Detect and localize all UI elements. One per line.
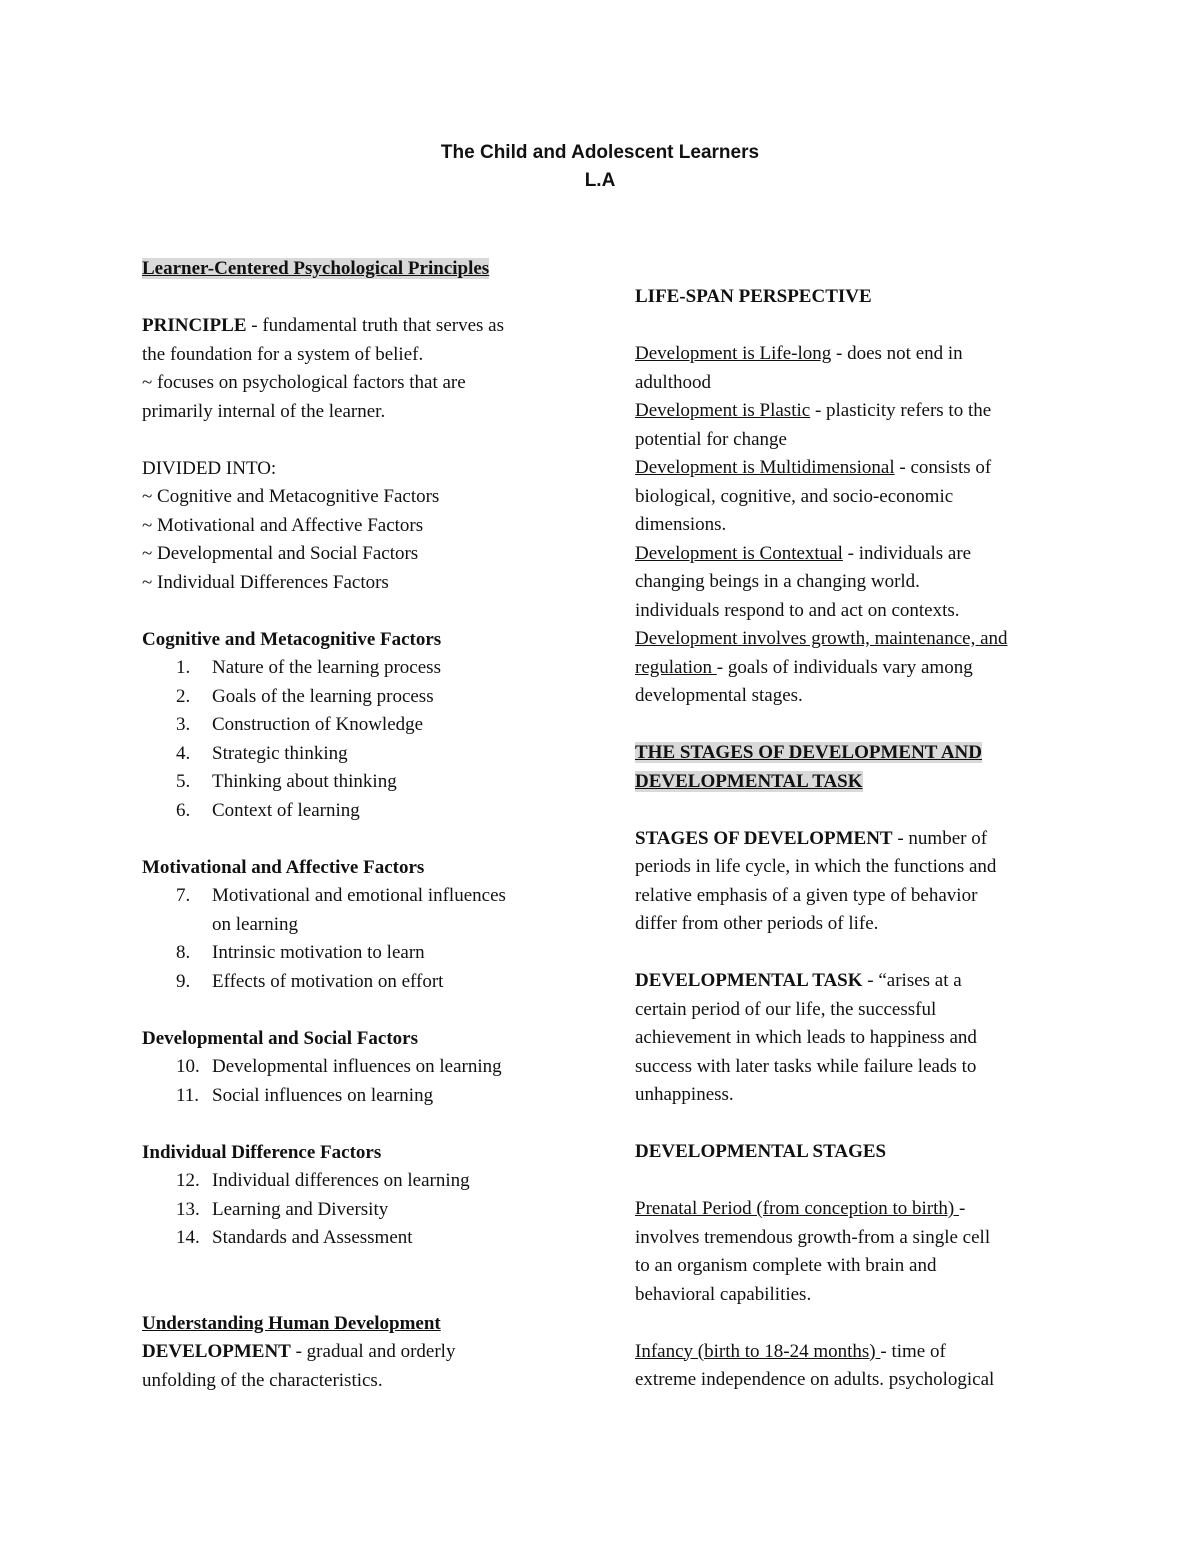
principle-note-line1: ~ focuses on psychological factors that are [142,372,466,393]
prenatal-entry-line3: to an organism complete with brain and [635,1255,937,1276]
development-definition-line2: unfolding of the characteristics. [142,1369,383,1391]
principle-definition: PRINCIPLE - fundamental truth that serves as [142,315,504,336]
document-title: The Child and Adolescent Learners [440,142,760,163]
motivational-factors-list [142,882,582,996]
plastic-entry-line2: potential for change [635,428,787,450]
development-definition: DEVELOPMENT - gradual and orderly [142,1341,456,1362]
plastic-entry: Development is Plastic - plasticity refers to the [635,400,992,421]
stages-definition-line3: relative emphasis of a given type of behavior [635,884,978,906]
infancy-entry: Infancy (birth to 18-24 months) - time of [635,1340,946,1362]
lifelong-entry-line2: adulthood [635,371,711,393]
lifespan-heading: LIFE-SPAN PERSPECTIVE [635,286,872,307]
development-term: DEVELOPMENT [142,1341,291,1362]
contextual-entry-line2: changing beings in a changing world. [635,571,920,592]
task-definition-line2: certain period of our life, the successful [635,998,937,1020]
document-title-block [0,139,1200,195]
right-column [635,283,1065,1395]
divided-item: ~ Motivational and Affective Factors [142,514,424,536]
prenatal-entry: Prenatal Period (from conception to birth) - [635,1198,966,1219]
list-item: 11. Social influences on learning [176,1084,434,1106]
growth-entry-line3: developmental stages. [635,685,803,706]
list-item: 13. Learning and Diversity [176,1198,389,1220]
task-definition: DEVELOPMENTAL TASK - “arises at a [635,970,962,991]
task-definition-line5: unhappiness. [635,1084,734,1105]
multidimensional-entry-line3: dimensions. [635,514,727,535]
understanding-development-heading: Understanding Human Development [142,1312,441,1334]
stages-heading: THE STAGES OF DEVELOPMENT AND [635,742,982,763]
divided-into-label: DIVIDED INTO: [142,457,277,479]
list-item: 14. Standards and Assessment [176,1227,413,1248]
individual-factors-heading: Individual Difference Factors [142,1141,382,1163]
principle-note-line2: primarily internal of the learner. [142,400,386,422]
divided-item: ~ Individual Differences Factors [142,571,389,593]
multidimensional-entry-line2: biological, cognitive, and socio-economic [635,485,954,507]
growth-entry: Development involves growth, maintenance, and [635,628,1008,649]
infancy-entry-line2: extreme independence on adults. psychological [635,1369,995,1390]
divided-item: ~ Developmental and Social Factors [142,543,419,564]
list-item: 1. Nature of the learning process [176,657,441,678]
list-item: 2. Goals of the learning process [176,685,434,707]
list-item: 7. Motivational and emotional influences on learning [176,885,506,935]
developmental-factors-list [142,1053,582,1110]
left-column [142,255,582,1395]
list-item: 4. Strategic thinking [176,742,348,764]
contextual-entry: Development is Contextual - individuals are [635,542,972,564]
principle-definition-line2: the foundation for a system of belief. [142,343,424,365]
list-item: 5. Thinking about thinking [176,771,397,792]
document-subtitle: L.A [584,170,616,191]
lifelong-entry: Development is Life-long - does not end in [635,343,963,364]
list-item: 10. Developmental influences on learning [176,1056,502,1077]
stages-definition: STAGES OF DEVELOPMENT - number of [635,827,988,849]
list-item: 3. Construction of Knowledge [176,714,424,735]
list-item: 8. Intrinsic motivation to learn [176,942,425,963]
list-item: 6. Context of learning [176,799,360,821]
multidimensional-entry: Development is Multidimensional - consists of [635,457,992,478]
list-item: 12. Individual differences on learning [176,1170,470,1191]
cognitive-factors-heading: Cognitive and Metacognitive Factors [142,628,442,650]
divided-item: ~ Cognitive and Metacognitive Factors [142,486,440,507]
prenatal-entry-line2: involves tremendous growth-from a single cell [635,1226,991,1248]
task-definition-line3: achievement in which leads to happiness and [635,1027,977,1048]
individual-factors-list [142,1167,582,1253]
cognitive-factors-list [142,654,582,825]
stages-definition-line2: periods in life cycle, in which the functions and [635,856,997,877]
stages-definition-line4: differ from other periods of life. [635,913,879,934]
stages-heading-line2: DEVELOPMENTAL TASK [635,770,863,792]
developmental-stages-heading: DEVELOPMENTAL STAGES [635,1141,887,1162]
prenatal-entry-line4: behavioral capabilities. [635,1283,812,1305]
principle-term: PRINCIPLE [142,315,247,336]
contextual-entry-line3: individuals respond to and act on contexts. [635,599,960,621]
motivational-factors-heading: Motivational and Affective Factors [142,856,425,878]
task-definition-line4: success with later tasks while failure leads to [635,1055,977,1077]
section-heading-principles: Learner-Centered Psychological Principles [142,258,490,279]
developmental-factors-heading: Developmental and Social Factors [142,1027,419,1049]
growth-entry-line2: regulation - goals of individuals vary among [635,656,973,678]
list-item: 9. Effects of motivation on effort [176,970,444,992]
